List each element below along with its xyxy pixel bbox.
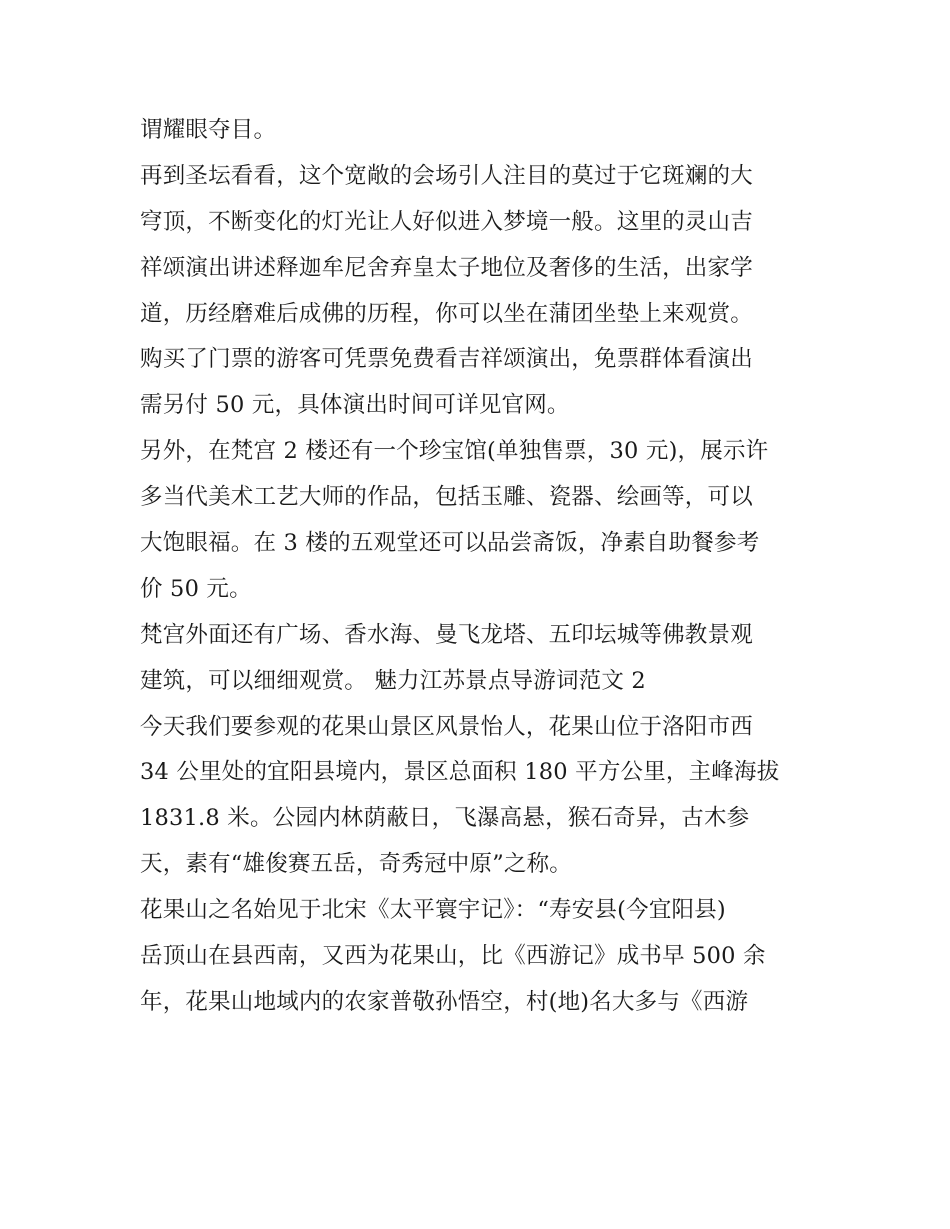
document-body xyxy=(140,108,830,1026)
text-line: 祥颂演出讲述释迦牟尼舍弃皇太子地位及奢侈的生活，出家学 xyxy=(140,254,753,281)
text-line: 道，历经磨难后成佛的历程，你可以坐在蒲团坐垫上来观赏。 xyxy=(140,300,753,327)
text-line: 岳顶山在县西南，又西为花果山，比《西游记》成书早 500 余 xyxy=(140,943,766,970)
text-line: 今天我们要参观的花果山景区风景怡人，花果山位于洛阳市西 xyxy=(140,713,753,740)
text-line: 花果山之名始见于北宋《太平寰宇记》：“寿安县(今宜阳县) xyxy=(140,897,726,924)
text-line: 穹顶，不断变化的灯光让人好似进入梦境一般。这里的灵山吉 xyxy=(140,208,753,235)
text-line: 另外，在梵宫 2 楼还有一个珍宝馆(单独售票，30 元)，展示许 xyxy=(140,438,769,465)
text-line: 购买了门票的游客可凭票免费看吉祥颂演出，免票群体看演出 xyxy=(140,346,753,373)
text-line: 1831.8 米。公园内林荫蔽日，飞瀑高悬，猴石奇异，古木参 xyxy=(140,805,750,832)
text-line: 需另付 50 元，具体演出时间可详见官网。 xyxy=(140,392,570,419)
text-line: 年，花果山地域内的农家普敬孙悟空，村(地)名大多与《西游 xyxy=(140,988,749,1015)
text-line: 价 50 元。 xyxy=(140,575,252,602)
text-line: 大饱眼福。在 3 楼的五观堂还可以品尝斋饭，净素自助餐参考 xyxy=(140,530,760,557)
text-line: 梵宫外面还有广场、香水海、曼飞龙塔、五印坛城等佛教景观 xyxy=(140,621,753,648)
text-line: 天，素有“雄俊赛五岳，奇秀冠中原”之称。 xyxy=(140,851,573,878)
text-line: 谓耀眼夺目。 xyxy=(140,117,277,143)
text-line: 建筑，可以细细观赏。 魅力江苏景点导游词范文 2 xyxy=(140,667,646,694)
text-line: 34 公里处的宜阳县境内，景区总面积 180 平方公里，主峰海拔 xyxy=(140,759,780,786)
text-line: 再到圣坛看看，这个宽敞的会场引人注目的莫过于它斑斓的大 xyxy=(140,162,753,189)
text-line: 多当代美术工艺大师的作品，包括玉雕、瓷器、绘画等，可以 xyxy=(140,484,753,511)
